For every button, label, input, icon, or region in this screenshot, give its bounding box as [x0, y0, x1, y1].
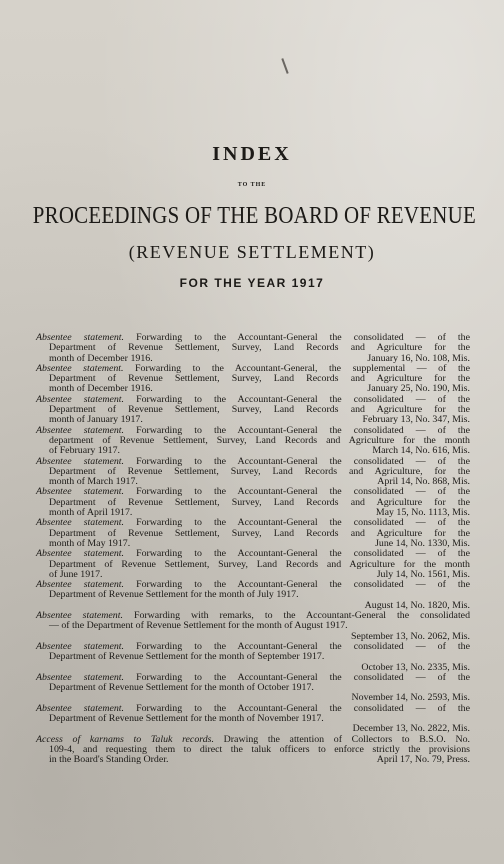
- entry-text: Forwarding to the Accountant-General the consolidated — of the: [136, 393, 470, 405]
- entry-line: month of May 1917.: [49, 537, 131, 549]
- title-proceedings: PROCEEDINGS OF THE BOARD OF REVENUE: [32, 203, 476, 229]
- entry-subject: Absentee statement.: [36, 610, 123, 622]
- entry-line: month of December 1916.: [49, 352, 153, 364]
- entry-reference: June 14, No. 1330, Mis.: [375, 537, 470, 549]
- entry-line: Department of Revenue Settlement, Survey, Land Records and Agriculture for the month: [49, 558, 470, 570]
- entry-line: month of April 1917.: [49, 507, 133, 519]
- entry-reference: September 13, No. 2062, Mis.: [350, 630, 470, 642]
- entry-reference: February 13, No. 347, Mis.: [362, 414, 470, 426]
- index-entry: [36, 549, 470, 580]
- entry-text: Forwarding to the Accountant-General, the supplemental — of the: [135, 362, 471, 374]
- index-entries: [36, 333, 470, 765]
- entry-text: Forwarding to the Accountant-General the consolidated — of the: [136, 517, 470, 529]
- entry-text: Forwarding to the Accountant-General the consolidated — of the: [136, 424, 470, 436]
- entry-line: Department of Revenue Settlement, Survey, Land Records and Agriculture for the: [49, 527, 470, 539]
- entry-subject: Absentee statement.: [36, 332, 125, 343]
- entry-line: month of January 1917.: [49, 414, 143, 426]
- entry-line: Department of Revenue Settlement, Survey, Land Records and Agriculture for the: [49, 373, 470, 385]
- entry-text: Forwarding to the Accountant-General the consolidated — of the: [136, 640, 470, 652]
- entry-reference: April 14, No. 868, Mis.: [377, 476, 470, 488]
- entry-reference: October 13, No. 2335, Mis.: [361, 661, 470, 673]
- entry-subject: Absentee statement.: [36, 579, 125, 591]
- entry-line: department of Revenue Settlement, Survey, Land Records and Agriculture for the month: [49, 434, 470, 446]
- entry-line: month of December 1916.: [49, 383, 153, 395]
- entry-subject: Absentee statement.: [36, 393, 125, 405]
- entry-line: Department of Revenue Settlement, Survey, Land Records and Agriculture for the: [49, 496, 470, 508]
- entry-text: Forwarding to the Accountant-General the consolidated — of the: [136, 671, 470, 683]
- entry-reference: March 14, No. 616, Mis.: [372, 445, 470, 457]
- index-entry: [36, 333, 470, 364]
- entry-line: — of the Department of Revenue Settlement for the month of August 1917.: [49, 620, 348, 632]
- entry-line: 109-4, and requesting them to direct the taluk officers to enforce strictly the provisions: [49, 743, 470, 755]
- title-index: INDEX: [212, 143, 292, 165]
- entry-line: of June 1917.: [49, 568, 103, 580]
- index-entry: [36, 364, 470, 395]
- entry-reference: January 25, No. 190, Mis.: [367, 383, 470, 395]
- index-entry: [36, 580, 470, 611]
- index-entry: [36, 457, 470, 488]
- entry-line: month of March 1917.: [49, 476, 138, 488]
- index-entry: [36, 704, 470, 735]
- entry-reference: December 13, No. 2822, Mis.: [352, 723, 470, 735]
- entry-line: Department of Revenue Settlement, Survey, Land Records and Agriculture, for the: [49, 465, 470, 477]
- title-to-the: TO THE: [237, 182, 267, 188]
- index-entry: [36, 735, 470, 766]
- entry-subject: Absentee statement.: [36, 671, 125, 683]
- entry-text: Forwarding to the Accountant-General the consolidated — of the: [136, 332, 470, 343]
- index-entry: [36, 518, 470, 549]
- entry-text: Forwarding to the Accountant-General the consolidated — of the: [136, 579, 470, 591]
- entry-subject: Absentee statement.: [36, 362, 124, 374]
- entry-line: Department of Revenue Settlement for the month of November 1917.: [49, 712, 324, 724]
- index-entry: [36, 642, 470, 673]
- entry-subject: Absentee statement.: [36, 702, 125, 714]
- entry-line: Department of Revenue Settlement for the month of October 1917.: [49, 682, 314, 694]
- entry-subject: Absentee statement.: [36, 455, 125, 467]
- entry-reference: April 17, No. 79, Press.: [376, 754, 470, 766]
- entry-reference: November 14, No. 2593, Mis.: [351, 692, 470, 704]
- index-entry: [36, 426, 470, 457]
- index-entry: [36, 487, 470, 518]
- entry-line: Department of Revenue Settlement, Survey, Land Records and Agriculture for the: [49, 342, 470, 354]
- entry-line: Department of Revenue Settlement for the month of September 1917.: [49, 651, 325, 663]
- subtitle-revenue-settlement: (REVENUE SETTLEMENT): [128, 242, 376, 262]
- entry-reference: August 14, No. 1820, Mis.: [364, 599, 470, 611]
- ink-mark: [281, 58, 288, 74]
- entry-line: in the Board's Standing Order.: [49, 754, 169, 766]
- entry-text: Forwarding to the Accountant-General the consolidated — of the: [136, 486, 470, 498]
- entry-line: Department of Revenue Settlement for the month of July 1917.: [49, 589, 299, 601]
- entry-subject: Absentee statement.: [36, 640, 125, 652]
- entry-subject: Absentee statement.: [36, 486, 125, 498]
- title-year: FOR THE YEAR 1917: [179, 276, 325, 290]
- entry-subject: Absentee statement.: [36, 548, 125, 560]
- index-entry: [36, 611, 470, 642]
- entry-text: Forwarding to the Accountant-General the consolidated — of the: [136, 455, 470, 467]
- entry-subject: Access of karnams to Taluk records.: [36, 733, 214, 745]
- entry-text: Forwarding to the Accountant-General the consolidated — of the: [136, 548, 470, 560]
- index-entry: [36, 673, 470, 704]
- entry-reference: May 15, No. 1113, Mis.: [375, 507, 470, 519]
- entry-reference: January 16, No. 108, Mis.: [367, 352, 470, 364]
- entry-reference: July 14, No. 1561, Mis.: [376, 568, 470, 580]
- entry-text: Drawing the attention of Collectors to B.S.O. No.: [223, 733, 471, 745]
- entry-text: Forwarding to the Accountant-General the consolidated — of the: [136, 702, 470, 714]
- entry-subject: Absentee statement.: [36, 517, 125, 529]
- entry-line: of February 1917.: [49, 445, 121, 457]
- index-entry: [36, 395, 470, 426]
- entry-line: Department of Revenue Settlement, Survey, Land Records and Agriculture for the: [49, 404, 470, 416]
- entry-line: [36, 549, 470, 559]
- entry-subject: Absentee statement.: [36, 424, 125, 436]
- entry-text: Forwarding with remarks, to the Accountant-General the consolidated: [133, 610, 471, 622]
